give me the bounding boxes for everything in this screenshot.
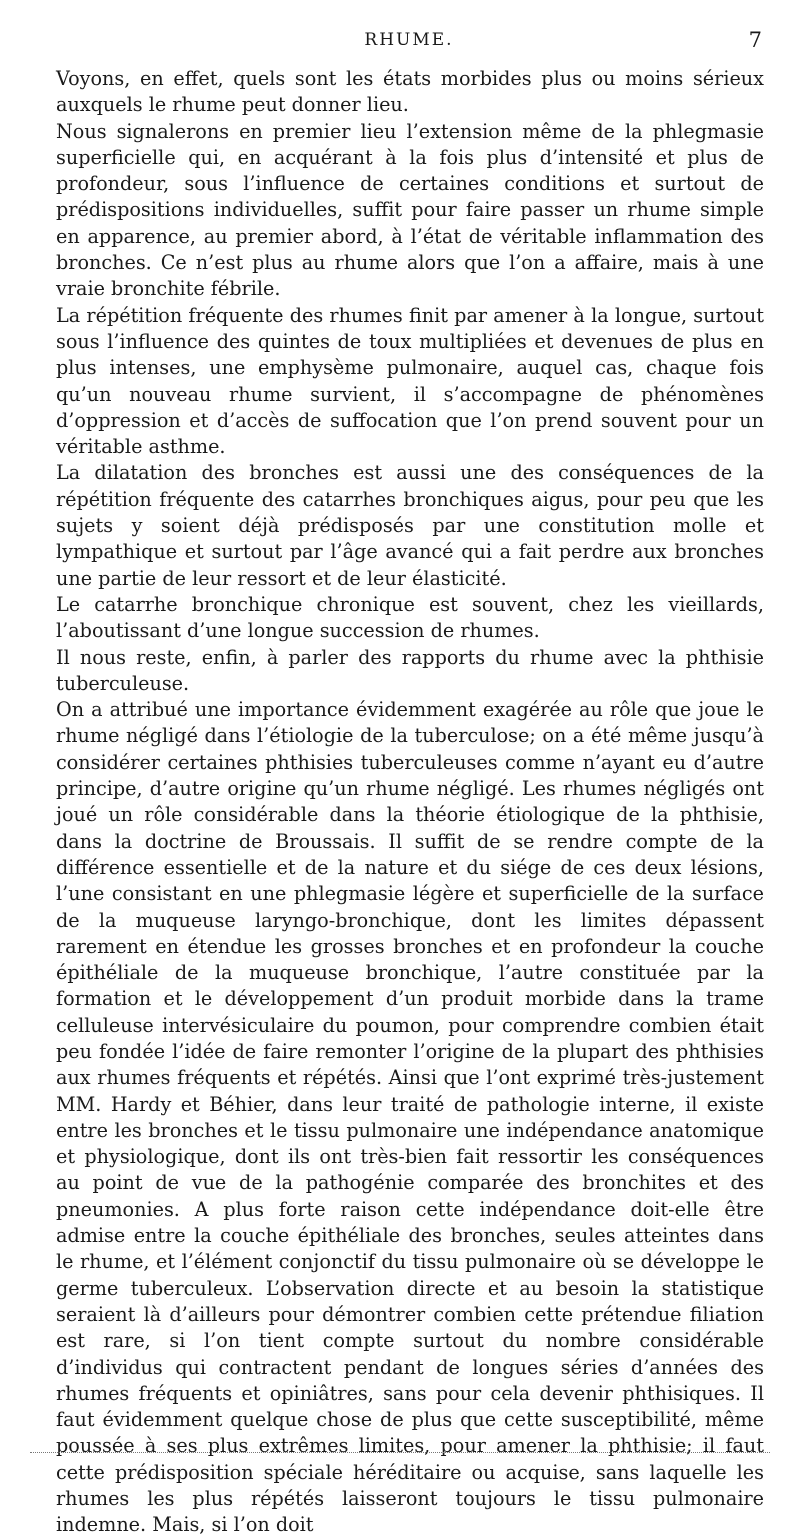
- running-head: [56, 30, 762, 58]
- paragraph: Le catarrhe bronchique chronique est souvent, chez les vieillards, l’aboutissant d’une longue succession de rhumes.: [56, 592, 764, 643]
- paragraph: La répétition fréquente des rhumes finit par amener à la longue, surtout sous l’influence des quintes de toux multipliées et devenues de plus en plus intenses, une emphysème pulmonaire, auquel cas, chaque fois qu’un nouveau rhume survient, il s’accompagne de phénomènes d’oppression et d’accès de suffocation que l’on prend souvent pour un véritable asthme.: [56, 303, 764, 459]
- page-number: 7: [748, 28, 762, 52]
- paragraph: Il nous reste, enfin, à parler des rapports du rhume avec la phthisie tuberculeuse.: [56, 645, 764, 695]
- running-title: RHUME.: [364, 30, 454, 50]
- paragraph: Voyons, en effet, quels sont les états morbides plus ou moins sérieux auxquels le rhume peut donner lieu.: [56, 67, 764, 117]
- paragraph: Nous signalerons en premier lieu l’extension même de la phlegmasie superficielle qui, en acquérant à la fois plus d’intensité et plus de profondeur, sous l’influence de certaines conditions et surtout de prédispositions individuelles, suffit pour faire passer un rhume simple en apparence, au premier abord, à l’état de véritable inflammation des bronches. Ce n’est plus au rhume alors que l’on a affaire, mais à une vraie bronchite fébrile.: [56, 119, 764, 301]
- paragraph: La dilatation des bronches est aussi une des conséquences de la répétition fréquente des catarrhes bronchiques aigus, pour peu que les sujets y soient déjà prédisposés par une constitution molle et lympathique et surtout par l’âge avancé qui a fait perdre aux bronches une partie de leur ressort et de leur élasticité.: [56, 461, 764, 590]
- bottom-dotted-rule: [30, 1452, 770, 1453]
- body-text: [56, 66, 764, 1539]
- paragraph: On a attribué une importance évidemment exagérée au rôle que joue le rhume négligé dans l’étiologie de la tuberculose; on a été même jusqu’à considérer certaines phthisies tuberculeuses comme n’ayant eu d’autre principe, d’autre origine qu’un rhume négligé. Les rhumes négligés ont joué un rôle considérable dans la théorie étiologique de la phthisie, dans la doctrine de Broussais. Il suffit de se rendre compte de la différence essentielle et de la nature et du siége de ces deux lésions, l’une consistant en une phlegmasie légère et superficielle de la surface de la muqueuse laryngo-bronchique, dont les limites dépassent rarement en étendue les grosses bronches et en profondeur la couche épithéliale de la muqueuse bronchique, l’autre constituée par la formation et le développement d’un produit morbide dans la trame celluleuse intervésiculaire du poumon, pour comprendre combien était peu fondée l’idée de faire remonter l’origine de la plupart des phthisies aux rhumes fréquents et répétés. Ainsi que l’ont exprimé très-justement MM. Hardy et Béhier, dans leur traité de pathologie interne, il existe entre les bronches et le tissu pulmonaire une indépendance anatomique et physiologique, dont ils ont très-bien fait ressortir les conséquences au point de vue de la pathogénie comparée des bronchites et des pneumonies. A plus forte raison cette indépendance doit-elle être admise entre la couche épithéliale des bronches, seules atteintes dans le rhume, et l’élément conjonctif du tissu pulmonaire où se développe le germe tuberculeux. L’observation directe et au besoin la statistique seraient là d’ailleurs pour démontrer combien cette prétendue filiation est rare, si l’on tient compte surtout du nombre considérable d’individus qui contractent pendant de longues séries d’années des rhumes fréquents et opiniâtres, sans pour cela devenir phthisiques. Il faut évidemment quelque chose de plus que cette susceptibilité, même poussée à ses plus extrêmes limites, pour amener la phthisie; il faut cette prédisposition spéciale héréditaire ou acquise, sans laquelle les rhumes les plus répétés laisseront toujours le tissu pulmonaire indemne. Mais, si l’on doit: [56, 698, 764, 1537]
